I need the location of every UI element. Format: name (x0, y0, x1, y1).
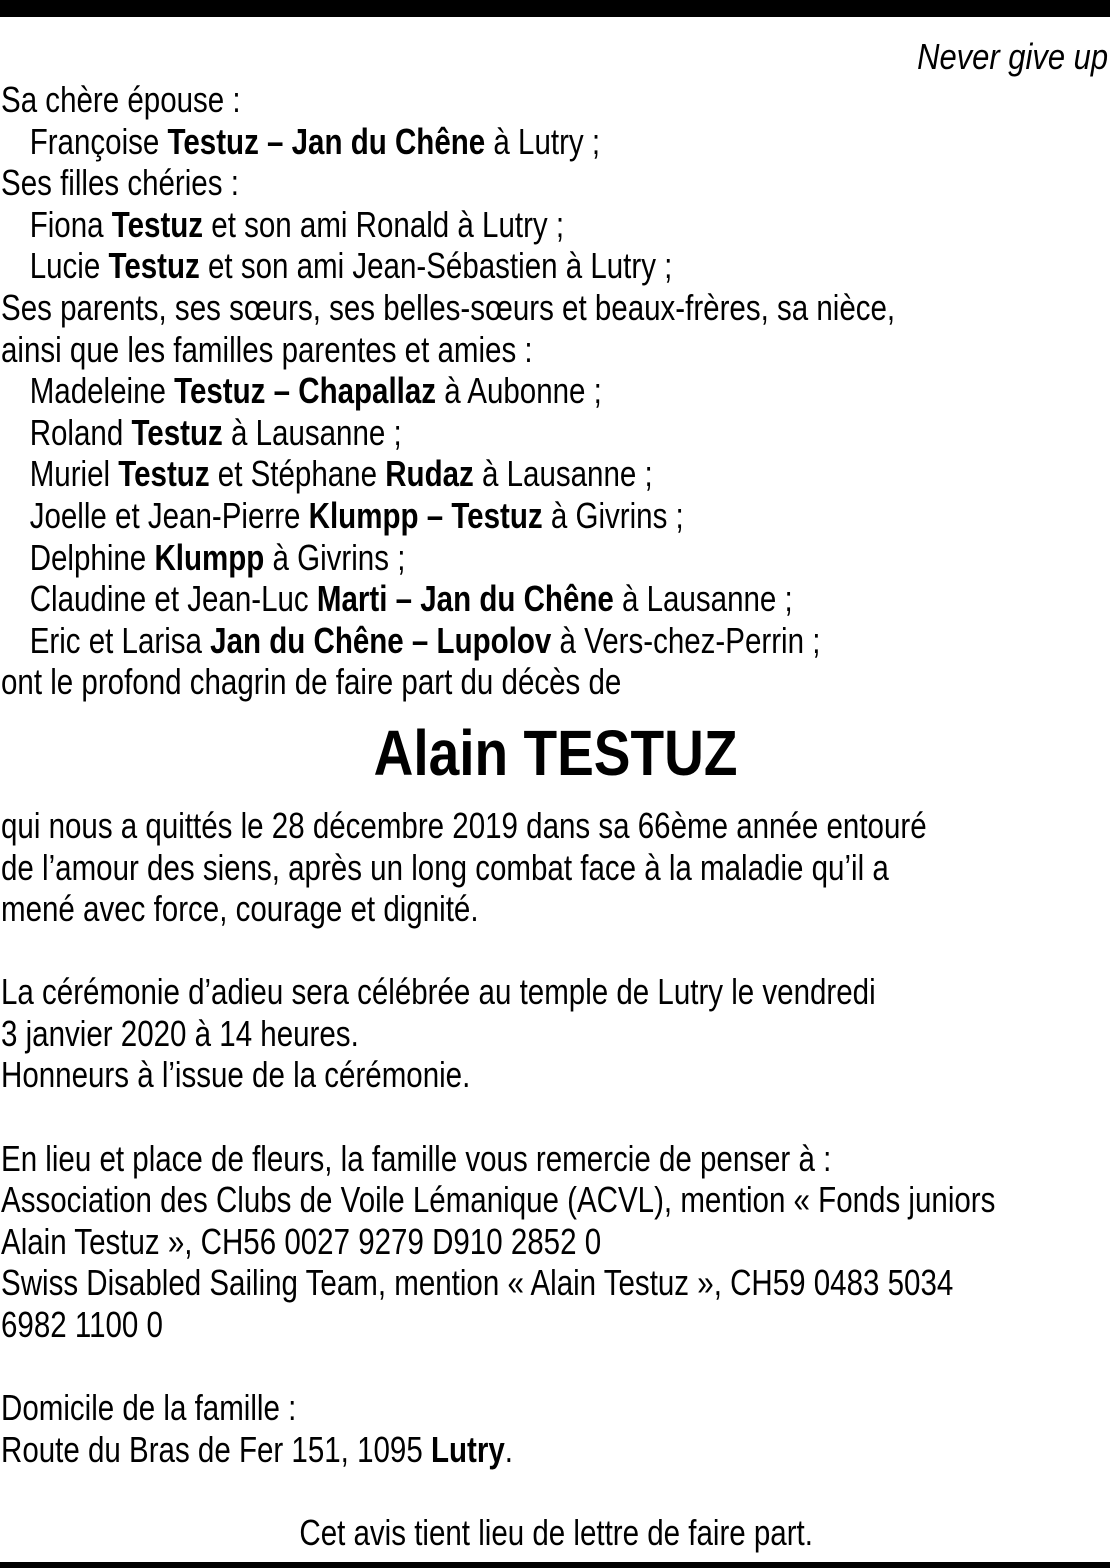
death-text-line: qui nous a quittés le 28 décembre 2019 dans sa 66ème année entouré (1, 804, 927, 846)
surname: Testuz – Jan du Chêne (167, 120, 486, 162)
domicile-label: Domicile de la famille : (1, 1387, 297, 1429)
top-border (0, 0, 1110, 17)
family-line-relative-1: Madeleine Testuz – Chapallaz à Aubonne ; (29, 370, 602, 412)
family-line-relative-5: Delphine Klumpp à Givrins ; (29, 536, 406, 578)
closing-note: Cet avis tient lieu de lettre de faire part. (299, 1512, 813, 1553)
family-line-relative-4: Joelle et Jean-Pierre Klumpp – Testuz à Givrins ; (29, 494, 684, 536)
death-text-line: de l’amour des siens, après un long combat face à la maladie qu’il a (1, 846, 889, 888)
intro-relatives-1: Ses parents, ses sœurs, ses belles-sœurs et beaux-frères, sa nièce, (1, 286, 896, 328)
ceremony-line: Honneurs à l’issue de la cérémonie. (1, 1054, 471, 1096)
surname: Jan du Chêne – Lupolov (210, 619, 552, 661)
family-line-relative-7: Eric et Larisa Jan du Chêne – Lupolov à Vers-chez-Perrin ; (29, 619, 821, 661)
spacer (1, 1470, 1110, 1512)
surname: Marti – Jan du Chêne (316, 578, 614, 620)
donation-line: 6982 1100 0 (1, 1304, 163, 1346)
surname: Testuz (131, 411, 223, 453)
domicile-town: Lutry (430, 1428, 505, 1470)
intro-daughters: Ses filles chéries : (1, 162, 239, 204)
donation-line: Alain Testuz », CH56 0027 9279 D910 2852 0 (1, 1220, 602, 1262)
family-line-relative-2: Roland Testuz à Lausanne ; (29, 411, 402, 453)
family-line-daughter-2: Lucie Testuz et son ami Jean-Sébastien à Lutry ; (29, 245, 673, 287)
ceremony-line: La cérémonie d’adieu sera célébrée au temple de Lutry le vendredi (1, 971, 876, 1013)
domicile-address: Route du Bras de Fer 151, 1095 Lutry. (1, 1428, 513, 1470)
surname: Klumpp – Testuz (308, 494, 543, 536)
donation-line: En lieu et place de fleurs, la famille vous remercie de penser à : (1, 1137, 832, 1179)
surname: Testuz (118, 453, 210, 495)
obituary-body (1, 79, 1110, 1554)
surname: Rudaz (385, 453, 474, 495)
announcement: ont le profond chagrin de faire part du décès de (1, 661, 622, 703)
family-line-spouse: Françoise Testuz – Jan du Chêne à Lutry ; (29, 120, 601, 162)
family-line-relative-6: Claudine et Jean-Luc Marti – Jan du Chêne à Lausanne ; (29, 578, 793, 620)
intro-spouse: Sa chère épouse : (1, 79, 241, 120)
bottom-border (0, 1562, 1110, 1568)
surname: Klumpp (154, 536, 265, 578)
ceremony-line: 3 janvier 2020 à 14 heures. (1, 1012, 359, 1054)
family-line-relative-3: Muriel Testuz et Stéphane Rudaz à Lausanne ; (29, 453, 653, 495)
donation-line: Association des Clubs de Voile Lémanique (ACVL), mention « Fonds juniors (1, 1179, 996, 1221)
intro-relatives-2: ainsi que les familles parentes et amies : (1, 328, 533, 370)
motto: Never give up (916, 36, 1108, 77)
spacer (1, 1096, 1110, 1138)
surname: Testuz – Chapallaz (174, 370, 437, 412)
donation-line: Swiss Disabled Sailing Team, mention « Alain Testuz », CH59 0483 5034 (1, 1262, 954, 1304)
spacer (1, 1346, 1110, 1388)
family-line-daughter-1: Fiona Testuz et son ami Ronald à Lutry ; (29, 203, 565, 245)
deceased-name: Alain TESTUZ (374, 716, 738, 789)
spacer (1, 930, 1110, 972)
surname: Testuz (111, 203, 204, 245)
surname: Testuz (108, 245, 200, 287)
death-text-line: mené avec force, courage et dignité. (1, 888, 479, 930)
